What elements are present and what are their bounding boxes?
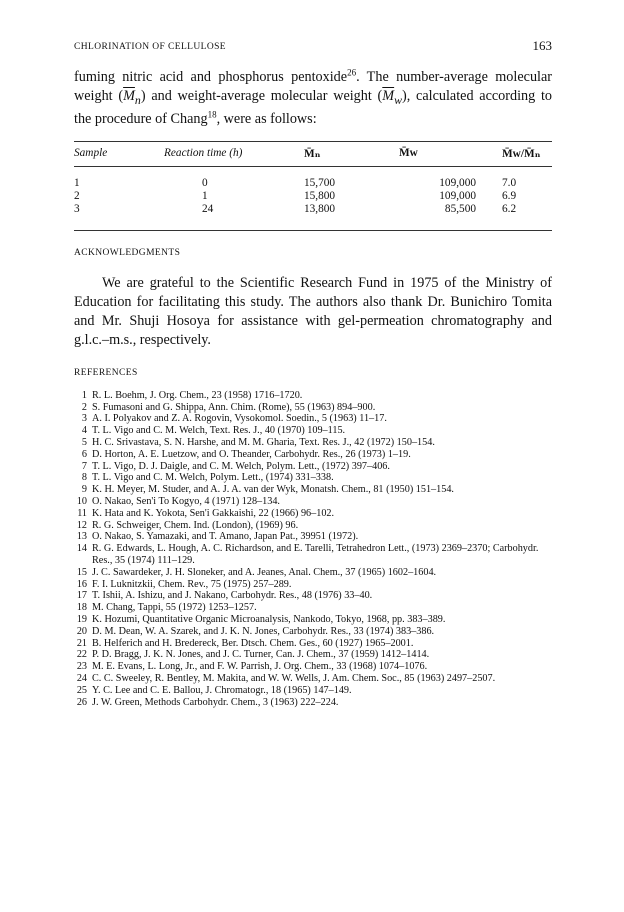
- cell-mw: 109,000: [439, 176, 476, 189]
- reference-text: A. I. Polyakov and Z. A. Rogovin, Vysokomol. Soedin., 5 (1963) 11–17.: [92, 413, 387, 425]
- reference-text: R. G. Schweiger, Chem. Ind. (London), (1969) 96.: [92, 519, 299, 531]
- reference-item: [74, 520, 552, 532]
- cell-mn: 15,700: [304, 176, 336, 189]
- reference-text: T. Ishii, A. Ishizu, and J. Nakano, Carbohydr. Res., 48 (1976) 33–40.: [92, 590, 373, 602]
- reference-number: 24: [76, 672, 87, 684]
- intro-text-5: , were as follows:: [216, 110, 317, 127]
- table-row: [74, 166, 552, 190]
- reference-number: 22: [76, 649, 87, 661]
- reference-text: R. G. Edwards, L. Hough, A. C. Richardson, and E. Tarelli, Tetrahedron Lett., (1973) 2369–2370; Carbohydr. Res., 35 (1974) 111–129.: [92, 543, 539, 566]
- running-title: CHLORINATION OF CELLULOSE: [74, 42, 226, 52]
- reference-item: [74, 673, 552, 685]
- intro-text-2: . The number-average molecular weight (: [74, 69, 552, 104]
- reference-text: M. Chang, Tappi, 55 (1972) 1253–1257.: [92, 602, 257, 614]
- reference-item: [74, 484, 552, 496]
- reference-text: M. E. Evans, L. Long, Jr., and F. W. Parrish, J. Org. Chem., 33 (1968) 1074–1076.: [92, 661, 428, 673]
- reference-text: S. Fumasoni and G. Shippa, Ann. Chim. (Rome), 55 (1963) 894–900.: [92, 401, 376, 413]
- reference-text: T. L. Vigo and C. M. Welch, Polym. Lett., (1974) 331–338.: [92, 472, 334, 484]
- reference-text: K. Hata and K. Yokota, Sen'i Gakkaishi, 22 (1966) 96–102.: [92, 507, 335, 519]
- citation-18: 18: [207, 109, 217, 120]
- page: [74, 38, 552, 708]
- reference-text: T. L. Vigo and C. M. Welch, Text. Res. J., 40 (1970) 109–115.: [92, 425, 346, 437]
- page-number: 163: [532, 38, 552, 53]
- reference-text: D. M. Dean, W. A. Szarek, and J. K. N. Jones, Carbohydr. Res., 33 (1974) 383–386.: [92, 625, 435, 637]
- table-row: [74, 203, 552, 231]
- reference-text: Y. C. Lee and C. E. Ballou, J. Chromatogr., 18 (1965) 147–149.: [92, 684, 352, 696]
- cell-time: 0: [202, 176, 208, 189]
- reference-item: [74, 496, 552, 508]
- reference-text: H. C. Srivastava, S. N. Harshe, and M. M. Gharia, Text. Res. J., 42 (1972) 150–154.: [92, 437, 435, 449]
- reference-number: 26: [76, 696, 87, 708]
- acknowledgments-heading: ACKNOWLEDGMENTS: [74, 247, 181, 258]
- mw-subscript: w: [394, 92, 403, 107]
- reference-item: [74, 413, 552, 425]
- reference-number: 21: [76, 637, 87, 649]
- reference-number: 2: [81, 401, 87, 413]
- cell-time: 1: [202, 189, 208, 202]
- references-heading: REFERENCES: [74, 367, 138, 378]
- mn-subscript: n: [134, 92, 141, 107]
- mn-symbol: $\overline{M}$: [123, 88, 135, 104]
- reference-text: J. W. Green, Methods Carbohydr. Chem., 3 (1963) 222–224.: [92, 696, 339, 708]
- reference-item: [74, 567, 552, 579]
- reference-text: P. D. Bragg, J. K. N. Jones, and J. C. Turner, Can. J. Chem., 37 (1959) 1412–1414.: [92, 649, 430, 661]
- cell-ratio: 6.9: [502, 189, 517, 202]
- reference-item: [74, 579, 552, 591]
- col-header-sample: Sample: [74, 146, 108, 159]
- reference-item: [74, 472, 552, 484]
- reference-number: 18: [76, 602, 87, 614]
- reference-text: O. Nakao, S. Yamazaki, and T. Amano, Japan Pat., 39951 (1972).: [92, 531, 359, 543]
- reference-text: J. C. Sawardeker, J. H. Sloneker, and A. Jeanes, Anal. Chem., 37 (1965) 1602–1604.: [92, 566, 437, 578]
- references-list: [74, 390, 552, 709]
- acknowledgments-body: We are grateful to the Scientific Research Fund in 1975 of the Ministry of Education for facilitating this study. The authors also thank Dr. Bunichiro Tomita and Mr. Shuji Hosoya for assistance with gel-permeation chromatography and g.l.c.–m.s., respectively.: [74, 274, 552, 348]
- reference-item: [74, 697, 552, 709]
- cell-sample: 2: [74, 189, 80, 202]
- reference-item: [74, 402, 552, 414]
- reference-item: [74, 685, 552, 697]
- reference-item: [74, 543, 552, 567]
- table-header-row: [74, 141, 552, 166]
- cell-mw: 85,500: [444, 202, 476, 215]
- reference-number: 17: [76, 590, 87, 602]
- reference-item: [74, 461, 552, 473]
- citation-26: 26: [347, 67, 357, 78]
- cell-ratio: 7.0: [502, 176, 517, 189]
- col-header-reaction-time: Reaction time (h): [164, 146, 243, 159]
- running-head: [74, 38, 552, 58]
- reference-text: K. H. Meyer, M. Studer, and A. J. A. van der Wyk, Monatsh. Chem., 81 (1950) 151–154.: [92, 484, 454, 496]
- cell-mw: 109,000: [439, 189, 476, 202]
- reference-item: [74, 449, 552, 461]
- reference-number: 14: [76, 543, 87, 555]
- cell-time: 24: [202, 202, 214, 215]
- reference-text: B. Helferich and H. Bredereck, Ber. Dtsch. Chem. Ges., 60 (1927) 1965–2001.: [92, 637, 414, 649]
- reference-number: 6: [81, 448, 87, 460]
- reference-text: F. I. Luknitzkii, Chem. Rev., 75 (1975) 257–289.: [92, 578, 292, 590]
- reference-number: 23: [76, 661, 87, 673]
- reference-item: [74, 661, 552, 673]
- intro-text-4: ), calculated according to the procedure of Chang: [74, 88, 552, 127]
- reference-number: 7: [81, 460, 87, 472]
- reference-item: [74, 425, 552, 437]
- reference-number: 1: [81, 389, 87, 401]
- reference-item: [74, 602, 552, 614]
- reference-number: 4: [81, 425, 87, 437]
- col-header-mw: M̄w: [399, 146, 418, 159]
- reference-number: 16: [76, 578, 87, 590]
- reference-number: 13: [76, 531, 87, 543]
- reference-number: 5: [81, 437, 87, 449]
- cell-sample: 1: [74, 176, 80, 189]
- cell-mn: 15,800: [304, 189, 336, 202]
- intro-text-3: ) and weight-average molecular weight (: [140, 88, 383, 104]
- reference-item: [74, 531, 552, 543]
- reference-item: [74, 638, 552, 650]
- reference-number: 11: [77, 507, 87, 519]
- mw-symbol: $\overline{M}$: [382, 88, 395, 104]
- reference-number: 10: [76, 496, 87, 507]
- cell-mn: 13,800: [304, 202, 336, 215]
- reference-item: [74, 626, 552, 638]
- reference-number: 12: [76, 519, 87, 531]
- reference-item: [74, 614, 552, 626]
- col-header-ratio: M̄w/M̄ₙ: [502, 147, 541, 160]
- reference-item: [74, 508, 552, 520]
- reference-number: 8: [81, 472, 87, 484]
- intro-paragraph: [74, 68, 552, 129]
- col-header-mn: M̄ₙ: [304, 147, 321, 160]
- reference-item: [74, 649, 552, 661]
- reference-text: R. L. Boehm, J. Org. Chem., 23 (1958) 1716–1720.: [92, 389, 303, 401]
- reference-number: 9: [81, 484, 87, 496]
- reference-item: [74, 390, 552, 402]
- reference-text: O. Nakao, Sen'i To Kogyo, 4 (1971) 128–134.: [92, 496, 280, 507]
- reference-text: T. L. Vigo, D. J. Daigle, and C. M. Welch, Polym. Lett., (1972) 397–406.: [92, 460, 390, 472]
- reference-number: 15: [76, 566, 87, 578]
- results-table: [74, 141, 552, 231]
- reference-item: [74, 590, 552, 602]
- reference-number: 3: [81, 413, 87, 425]
- cell-sample: 3: [74, 202, 80, 215]
- reference-item: [74, 437, 552, 449]
- reference-text: K. Hozumi, Quantitative Organic Microanalysis, Nankodo, Tokyo, 1968, pp. 383–389.: [92, 613, 446, 625]
- table-row: [74, 190, 552, 203]
- reference-number: 25: [76, 684, 87, 696]
- intro-text-1: fuming nitric acid and phosphorus pentoxide: [74, 69, 348, 85]
- reference-text: D. Horton, A. E. Luetzow, and O. Theander, Carbohydr. Res., 26 (1973) 1–19.: [92, 448, 411, 460]
- cell-ratio: 6.2: [502, 202, 517, 215]
- reference-number: 20: [76, 625, 87, 637]
- reference-text: C. C. Sweeley, R. Bentley, M. Makita, and W. W. Wells, J. Am. Chem. Soc., 85 (1963) 2497–2507.: [92, 672, 496, 684]
- reference-number: 19: [76, 613, 87, 625]
